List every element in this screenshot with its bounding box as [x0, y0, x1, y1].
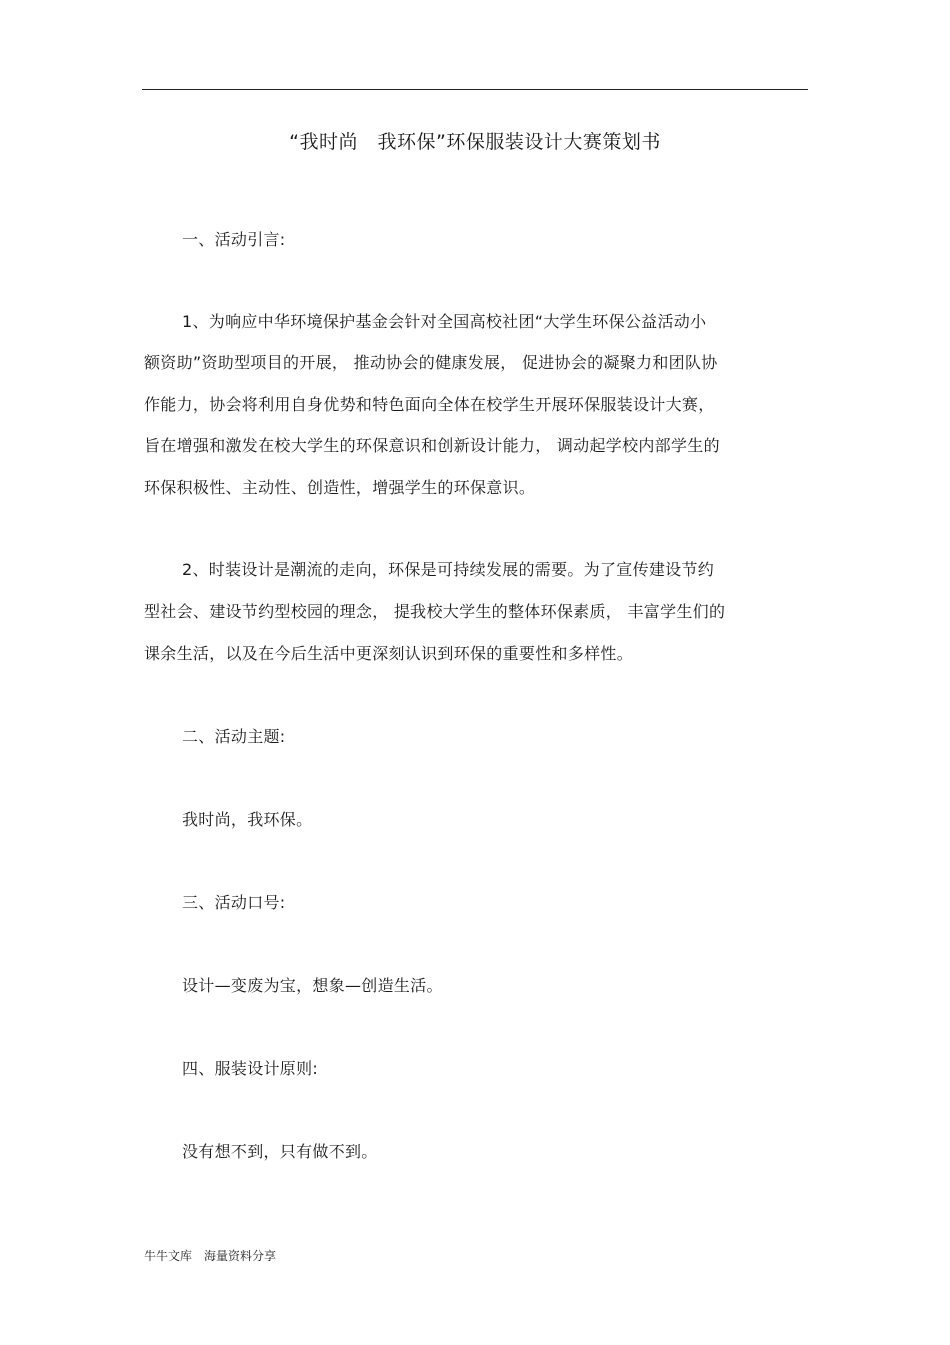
para1-line-2: 额资助”资助型项目的开展， 推动协会的健康发展， 促进协会的凝聚力和团队协 [144, 353, 718, 372]
section-heading-theme: 二、活动主题: [182, 727, 286, 746]
para1-line-1: 1、为响应中华环境保护基金会针对全国高校社团“大学生环保公益活动小 [182, 312, 707, 331]
page-footer: 牛牛文库 海量资料分享 [144, 1249, 277, 1263]
section-heading-intro: 一、活动引言: [182, 230, 286, 249]
para1-line-5: 环保积极性、主动性、创造性，增强学生的环保意识。 [144, 478, 536, 497]
principle-text: 没有想不到，只有做不到。 [182, 1142, 378, 1161]
para2-line-1: 2、时装设计是潮流的走向，环保是可持续发展的需要。为了宣传建设节约 [182, 560, 715, 579]
slogan-text: 设计—变废为宝，想象—创造生活。 [182, 976, 443, 995]
para1-line-3: 作能力，协会将利用自身优势和特色面向全体在校学生开展环保服装设计大赛， [144, 395, 715, 414]
section-heading-principle: 四、服装设计原则: [182, 1059, 319, 1078]
para2-line-2: 型社会、建设节约型校园的理念， 提我校大学生的整体环保素质， 丰富学生们的 [144, 602, 726, 621]
document-title: “我时尚 我环保”环保服装设计大赛策划书 [289, 131, 661, 153]
para2-line-3: 课余生活，以及在今后生活中更深刻认识到环保的重要性和多样性。 [144, 644, 634, 663]
theme-text: 我时尚，我环保。 [182, 810, 313, 829]
para1-line-4: 旨在增强和激发在校大学生的环保意识和创新设计能力， 调动起学校内部学生的 [144, 436, 720, 455]
header-rule [142, 89, 808, 90]
section-heading-slogan: 三、活动口号: [182, 893, 286, 912]
